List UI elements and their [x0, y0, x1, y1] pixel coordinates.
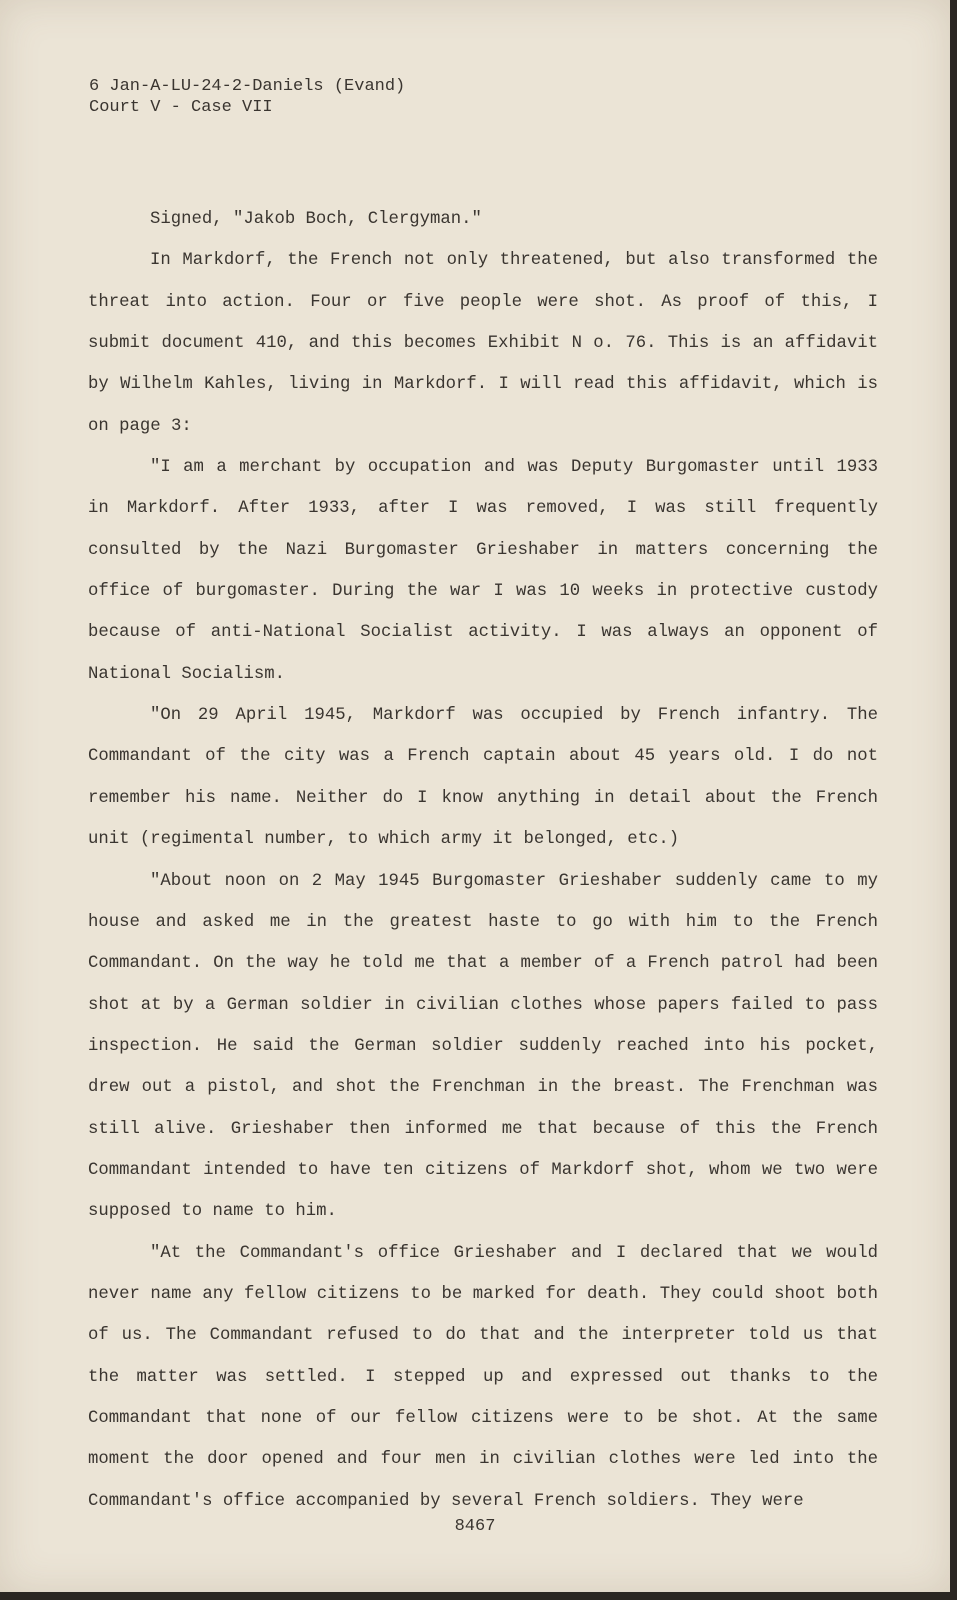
- paragraph-affidavit-may-2: "About noon on 2 May 1945 Burgomaster Grieshaber suddenly came to my house and asked me in the greatest haste to go with him to the French Commandant. On the way he told me that a member of a French patrol had been shot at by a German soldier in civilian clothes whose papers failed to pass inspection. He said the German soldier suddenly reached into his pocket, drew out a pistol, and shot the Frenchman in the breast. The Frenchman was still alive. Grieshaber then informed me that because of this the French Commandant intended to have ten citizens of Markdorf shot, whom we two were supposed to name to him.: [88, 871, 878, 1222]
- paragraph-affidavit-commandant-office: "At the Commandant's office Grieshaber and I declared that we would never name any fellow citizens to be marked for death. They could shoot both of us. The Commandant refused to do that and the interpreter told us that the matter was settled. I stepped up and expressed out thanks to the Commandant that none of our fellow citizens were to be shot. At the same moment the door opened and four men in civilian clothes were led into the Commandant's office accompanied by several French soldiers. They were: [88, 1243, 878, 1511]
- paragraph-affidavit-occupation: "On 29 April 1945, Markdorf was occupied by French infantry. The Commandant of the city was a French captain about 45 years old. I do not remember his name. Neither do I know anything in detail about the French unit (regimental number, to which army it belonged, etc.): [88, 706, 878, 850]
- header-reference: 6 Jan-A-LU-24-2-Daniels (Evand): [89, 77, 406, 96]
- transcript-body: [88, 199, 878, 1522]
- paragraph-markdorf-intro: In Markdorf, the French not only threatened, but also transformed the threat into action. Four or five people were shot. As proof of this, I submit document 410, and this becomes Exhibit N o. 76. This is an affidavit by Wilhelm Kahles, living in Markdorf. I will read this affidavit, which is on page 3:: [88, 251, 878, 436]
- paragraph-affidavit-merchant: "I am a merchant by occupation and was Deputy Burgomaster until 1933 in Markdorf. After 1933, after I was removed, I was still frequently consulted by the Nazi Burgomaster Grieshaber in matters concerning the office of burgomaster. During the war I was 10 weeks in protective custody because of anti-National Socialist activity. I was always an opponent of National Socialism.: [88, 458, 878, 684]
- document-header: [89, 76, 405, 118]
- header-court-case: Court V - Case VII: [89, 98, 273, 117]
- paragraph-signature: Signed, "Jakob Boch, Clergyman.": [150, 210, 482, 229]
- page-number: 8467: [454, 1517, 496, 1536]
